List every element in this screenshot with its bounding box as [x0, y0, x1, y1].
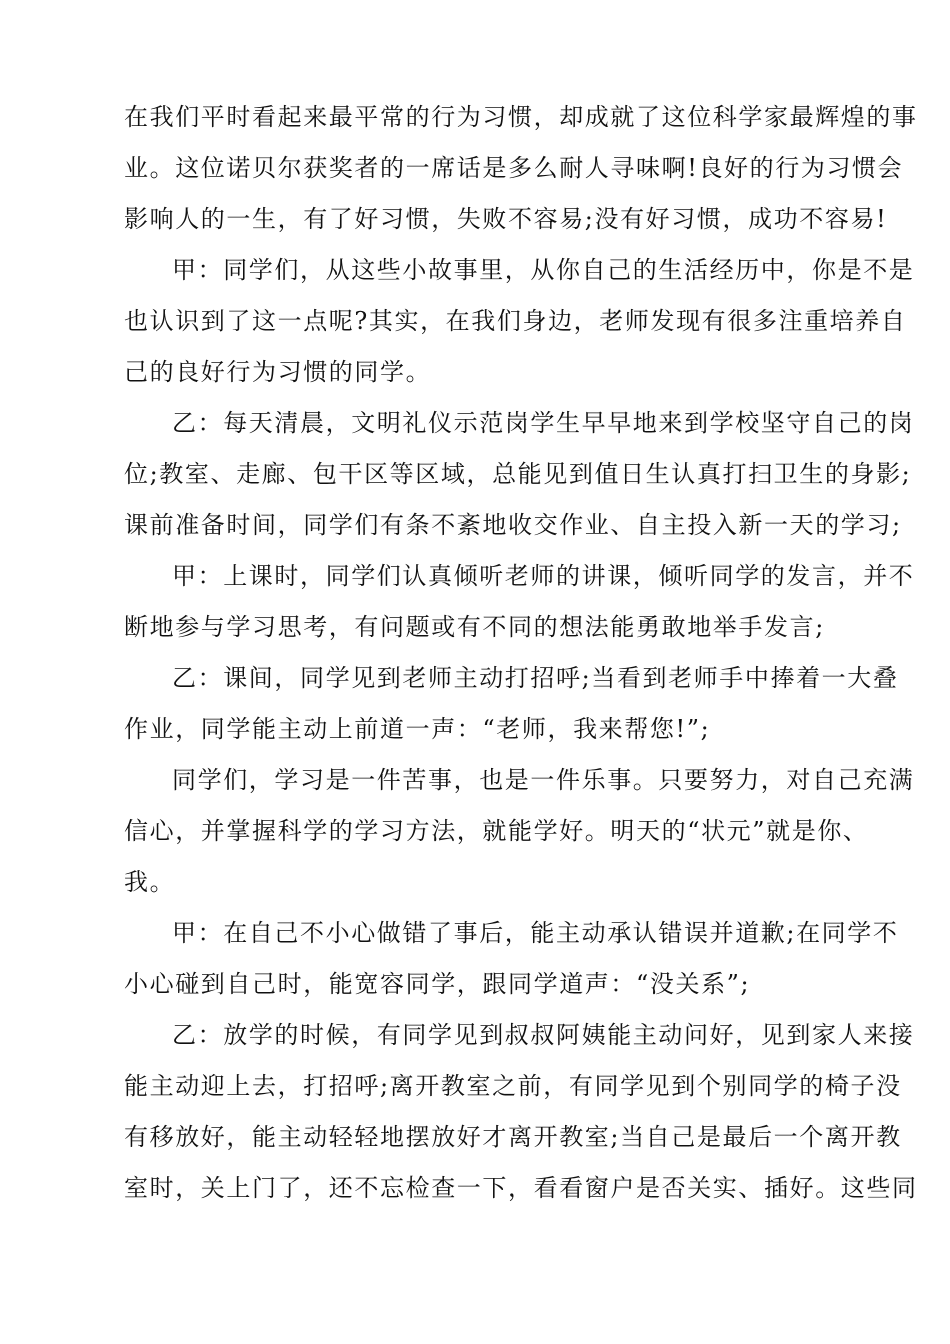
text-line: 我。 [124, 868, 176, 896]
text-line: 乙：课间，同学见到老师主动打招呼;当看到老师手中捧着一大叠 [172, 664, 899, 692]
text-line: 也认识到了这一点呢?其实，在我们身边，老师发现有很多注重培养自 [124, 307, 907, 335]
text-line: 能主动迎上去，打招呼;离开教室之前，有同学见到个别同学的椅子没 [124, 1072, 902, 1100]
text-line: 影响人的一生，有了好习惯，失败不容易;没有好习惯，成功不容易! [124, 205, 888, 233]
text-line: 乙：每天清晨，文明礼仪示范岗学生早早地来到学校坚守自己的岗 [172, 409, 915, 437]
text-line: 信心，并掌握科学的学习方法，就能学好。明天的“状元”就是你、 [124, 817, 869, 845]
text-line: 课前准备时间，同学们有条不紊地收交作业、自主投入新一天的学习; [124, 511, 902, 539]
text-line: 甲：在自己不小心做错了事后，能主动承认错误并道歉;在同学不 [172, 919, 899, 947]
text-line: 断地参与学习思考，有问题或有不同的想法能勇敢地举手发言; [124, 613, 825, 641]
text-line: 室时，关上门了，还不忘检查一下，看看窗户是否关实、插好。这些同 [124, 1174, 918, 1202]
text-line: 甲：同学们，从这些小故事里，从你自己的生活经历中，你是不是 [172, 256, 915, 284]
text-line: 己的良好行为习惯的同学。 [124, 358, 432, 386]
text-line: 有移放好，能主动轻轻地摆放好才离开教室;当自己是最后一个离开教 [124, 1123, 902, 1151]
text-line: 同学们，学习是一件苦事，也是一件乐事。只要努力，对自己充满 [172, 766, 915, 794]
text-line: 小心碰到自己时，能宽容同学，跟同学道声：“没关系”; [124, 970, 751, 998]
text-line: 在我们平时看起来最平常的行为习惯，却成就了这位科学家最辉煌的事 [124, 103, 918, 131]
text-line: 位;教室、走廊、包干区等区域，总能见到值日生认真打扫卫生的身影; [124, 460, 912, 488]
text-line: 甲：上课时，同学们认真倾听老师的讲课，倾听同学的发言，并不 [172, 562, 915, 590]
text-line: 业。这位诺贝尔获奖者的一席话是多么耐人寻味啊!良好的行为习惯会 [124, 154, 904, 182]
text-line: 乙：放学的时候，有同学见到叔叔阿姨能主动问好，见到家人来接 [172, 1021, 915, 1049]
text-line: 作业，同学能主动上前道一声：“老师，我来帮您!”; [124, 715, 711, 743]
